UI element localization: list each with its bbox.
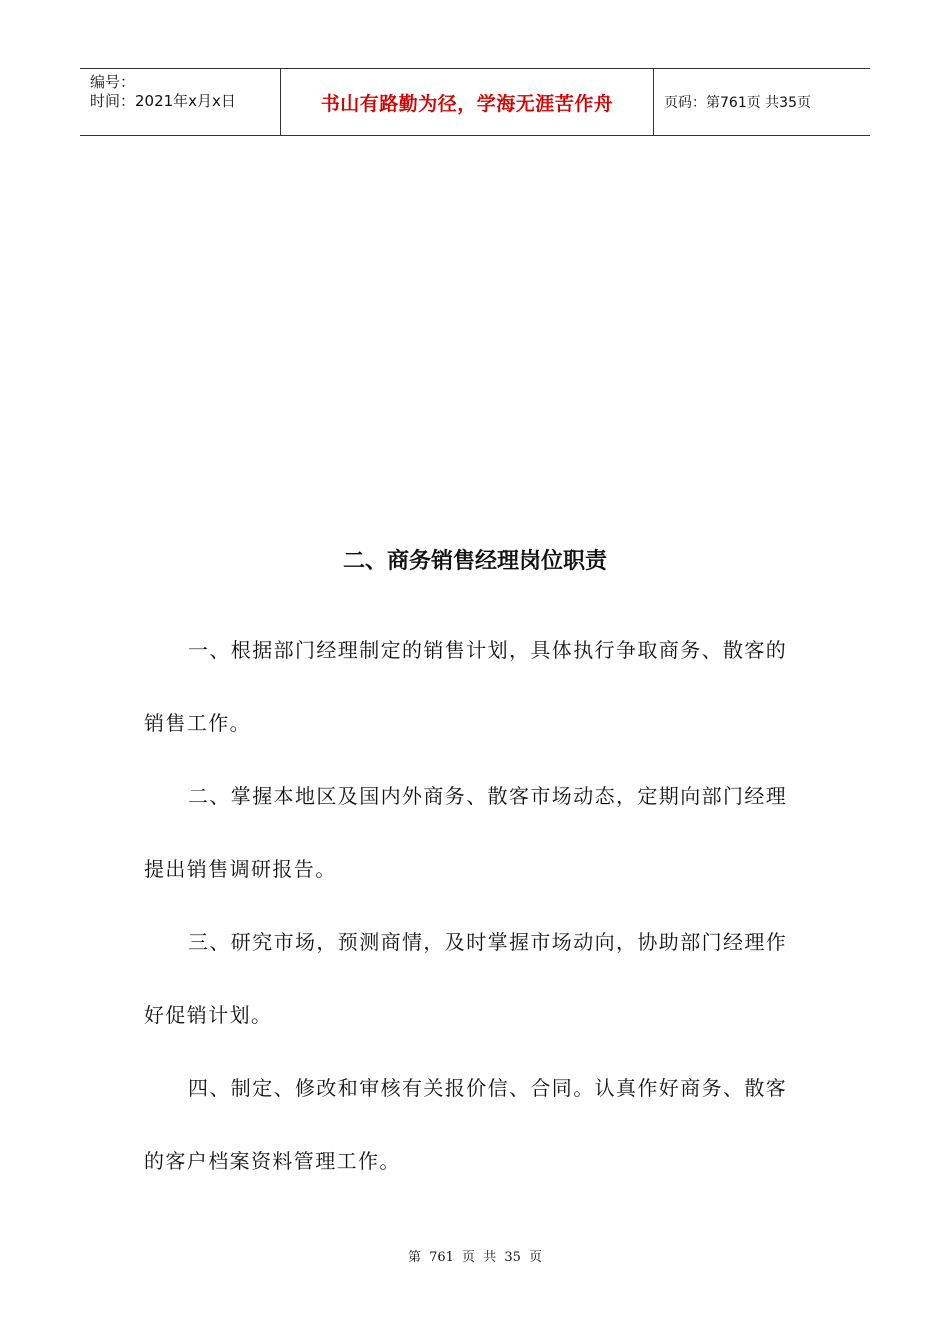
page-footer: 第 761 页 共 35 页: [407, 1250, 543, 1265]
document-body: [144, 614, 808, 1198]
number-label: 编号：: [90, 73, 136, 91]
header-page-info: 页码：第761页 共35页: [664, 95, 811, 111]
paragraph-3: 三、研究市场，预测商情，及时掌握市场动向，协助部门经理作好促销计划。: [144, 930, 788, 1027]
date-label: 时间：2021年x月x日: [90, 92, 236, 110]
document-header: [80, 68, 870, 136]
header-meta: [80, 69, 281, 135]
page-title: 二、商务销售经理岗位职责: [342, 549, 607, 574]
paragraph-4: 四、制定、修改和审核有关报价信、合同。认真作好商务、散客的客户档案资料管理工作。: [144, 1076, 788, 1173]
header-page-info-cell: [654, 69, 870, 135]
header-motto: 书山有路勤为径，学海无涯苦作舟: [320, 92, 614, 115]
paragraph-2: 二、掌握本地区及国内外商务、散客市场动态，定期向部门经理提出销售调研报告。: [144, 784, 788, 881]
header-motto-cell: [281, 69, 654, 135]
paragraph-1: 一、根据部门经理制定的销售计划，具体执行争取商务、散客的销售工作。: [144, 638, 788, 735]
